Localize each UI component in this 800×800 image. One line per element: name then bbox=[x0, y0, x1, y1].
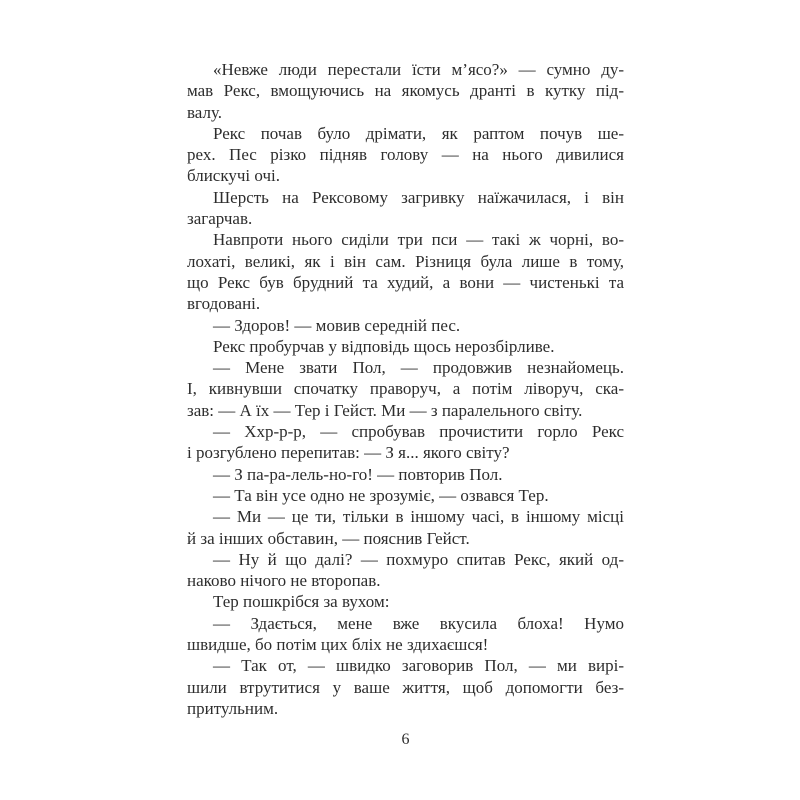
text-line: шили втрутитися у ваше життя, щоб допомогти без- bbox=[187, 677, 624, 697]
text-line: зав: — А їх — Тер і Гейст. Ми — з паралельного світу. bbox=[187, 400, 583, 420]
text-line: вгодовані. bbox=[187, 294, 261, 314]
text-line: Шерсть на Рексовому загривку наїжачилася, і він bbox=[213, 187, 624, 207]
text-line: Навпроти нього сиділи три пси — такі ж чорні, во- bbox=[213, 230, 624, 250]
text-line: — Ну й що далі? — похмуро спитав Рекс, який од- bbox=[213, 549, 624, 569]
text-block bbox=[187, 59, 624, 719]
text-line: притульним. bbox=[187, 698, 279, 718]
text-line: — Та він усе одно не зрозуміє, — озвався Тер. bbox=[213, 485, 549, 505]
text-line: блискучі очі. bbox=[187, 166, 280, 186]
text-line: лохаті, великі, як і він сам. Різниця була лише в тому, bbox=[187, 251, 624, 271]
text-line: — Ххр-р-р, — спробував прочистити горло Рекс bbox=[213, 422, 624, 442]
text-line: мав Рекс, вмощуючись на якомусь дранті в кутку під- bbox=[187, 81, 624, 101]
text-line: що Рекс був брудний та худий, а вони — чистенькі та bbox=[187, 272, 624, 292]
page-number: 6 bbox=[401, 731, 410, 748]
text-line: І, кивнувши спочатку праворуч, а потім ліворуч, ска- bbox=[187, 379, 624, 399]
text-line: Тер пошкрібся за вухом: bbox=[213, 592, 390, 612]
text-line: — З па-ра-лель-но-го! — повторив Пол. bbox=[213, 464, 503, 484]
text-line: — Ми — це ти, тільки в іншому часі, в іншому місці bbox=[213, 507, 624, 527]
text-line: Рекс пробурчав у відповідь щось нерозбірливе. bbox=[213, 336, 555, 356]
text-line: наково нічого не второпав. bbox=[187, 571, 381, 591]
text-line: — Так от, — швидко заговорив Пол, — ми вирі- bbox=[213, 656, 624, 676]
text-line: Рекс почав було дрімати, як раптом почув ше- bbox=[213, 123, 624, 143]
text-line: загарчав. bbox=[187, 209, 253, 229]
text-line: й за інших обставин, — пояснив Гейст. bbox=[187, 528, 470, 548]
text-line: — Мене звати Пол, — продовжив незнайомець. bbox=[213, 358, 624, 378]
text-line: — Здоров! — мовив середній пес. bbox=[213, 315, 461, 335]
text-line: швидше, бо потім цих бліх не здихаєшся! bbox=[187, 635, 489, 655]
text-line: рех. Пес різко підняв голову — на нього дивилися bbox=[187, 145, 624, 165]
text-line: «Невже люди перестали їсти м’ясо?» — сумно ду- bbox=[213, 60, 624, 79]
text-line: валу. bbox=[187, 102, 223, 122]
text-line: — Здається, мене вже вкусила блоха! Нумо bbox=[213, 613, 624, 633]
text-line: і розгублено перепитав: — З я... якого світу? bbox=[187, 443, 510, 463]
